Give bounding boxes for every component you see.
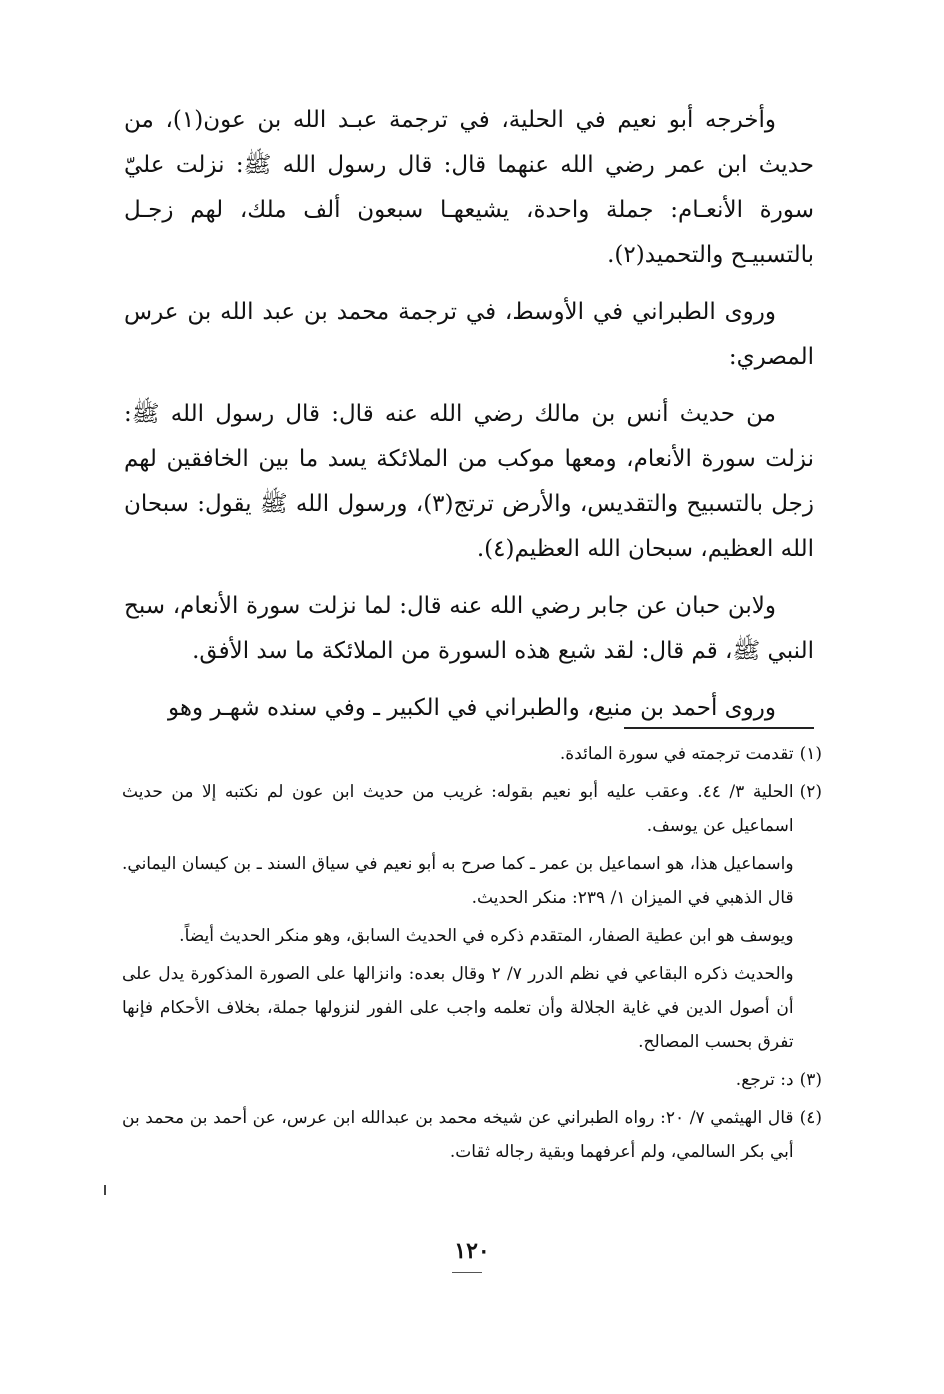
- footnote-text: ويوسف هو ابن عطية الصفار، المتقدم ذكره في الحديث السابق، وهو منكر الحديث أيضاً.: [179, 926, 794, 946]
- footnote-number: (٤): [799, 1108, 822, 1128]
- page-number-underline: [452, 1272, 482, 1273]
- footnote-2: [122, 775, 822, 1059]
- paragraph-ahmad-ibn-mani: وروى أحمد بن منيع، والطبراني في الكبير ـ وفي سنده شهـر وهو: [167, 695, 776, 721]
- footnote-text: قال الهيثمي ٧/ ٢٠: رواه الطبراني عن شيخه محمد بن عبدالله ابن عرس، عن أحمد بن محمد بن أبي بكر السالمي، ولم أعرفهما وبقية رجاله ثقات.: [122, 1108, 794, 1162]
- paragraph-tabarani-awsat: وروى الطبراني في الأوسط، في ترجمة محمد بن عبد الله بن عرس المصري:: [124, 299, 814, 370]
- footnote-1: [122, 737, 822, 771]
- paragraph-anas-hadith: من حديث أنس بن مالك رضي الله عنه قال: قال رسول الله ﷺ: نزلت سورة الأنعام، ومعها موكب من الملائكة يسد ما بين الخافقين لهم زجل بالتسبيح والتقديس، والأرض ترتج(٣)، ورسول الله ﷺ يقول: سبحان الله العظيم، سبحان الله العظيم(٤).: [124, 401, 814, 562]
- footnote-text: الحلية ٣/ ٤٤. وعقب عليه أبو نعيم بقوله: غريب من حديث ابن عون لم نكتبه إلا من حديث اسماعيل عن يوسف.: [122, 782, 794, 836]
- main-text-body: [124, 98, 814, 743]
- footnotes-section: [122, 737, 822, 1173]
- footnote-text: واسماعيل هذا، هو اسماعيل بن عمر ـ كما صرح به أبو نعيم في سياق السند ـ بن كيسان اليماني. قال الذهبي في الميزان ١/ ٢٣٩: منكر الحديث.: [122, 854, 794, 908]
- paragraph-ibn-hibban: ولابن حبان عن جابر رضي الله عنه قال: لما نزلت سورة الأنعام، سبح النبي ﷺ، قم قال: لقد شيع هذه السورة من الملائكة ما سد الأفق.: [124, 593, 814, 664]
- footnote-number: (٣): [799, 1070, 822, 1090]
- paragraph-abu-nuaym: وأخرجه أبو نعيم في الحلية، في ترجمة عبـد الله بن عون(١)، من حديث ابن عمر رضي الله عنهما قال: قال رسول الله ﷺ: نزلت عليّ سورة الأنعـام: جملة واحدة، يشيعهـا سبعون ألف ملك، لهم زجـل بالتسبيـح والتحميد(٢).: [124, 107, 814, 268]
- margin-mark: [104, 1185, 106, 1195]
- footnote-text: د: ترجع.: [735, 1070, 794, 1090]
- footnote-body: [122, 1101, 794, 1169]
- footnote-text: والحديث ذكره البقاعي في نظم الدرر ٧/ ٢ وقال بعده: وانزالها على الصورة المذكورة يدل على أن أصول الدين في غاية الجلالة وأن تعلمه واجب على الفور لنزولها جملة، بخلاف الأحكام فإنها تفرق بحسب المصالح.: [122, 964, 794, 1052]
- footnote-text: تقدمت ترجمته في سورة المائدة.: [559, 744, 794, 764]
- footnote-body: [122, 1063, 794, 1097]
- footnote-4: [122, 1101, 822, 1169]
- page-number: ١٢٠: [454, 1238, 490, 1264]
- footnote-separator: [624, 727, 814, 729]
- footnote-body: [122, 775, 794, 1059]
- footnote-number: (٢): [799, 782, 822, 802]
- footnote-number: (١): [799, 744, 822, 764]
- footnote-3: [122, 1063, 822, 1097]
- footnote-body: [122, 737, 794, 771]
